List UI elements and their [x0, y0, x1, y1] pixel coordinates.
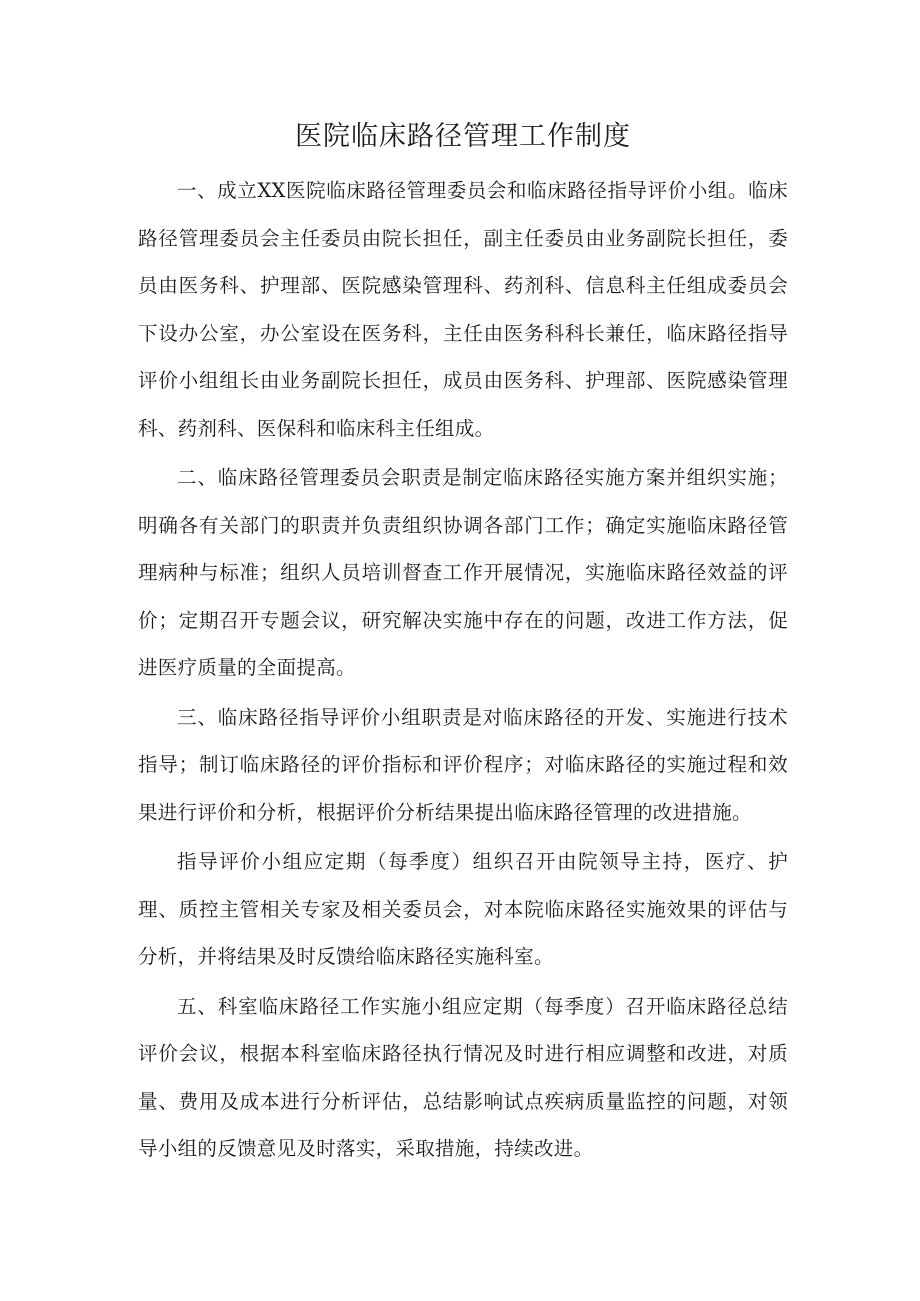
document-title: 医院临床路径管理工作制度	[295, 121, 631, 152]
paragraph-2: 二、临床路径管理委员会职责是制定临床路径实施方案并组织实施；明确各有关部门的职责并负责组织协调各部门工作；确定实施临床路径管理病种与标准；组织人员培训督查工作开展情况，实施临床路径效益的评价；定期召开专题会议，研究解决实施中存在的问题，改进工作方法，促进医疗质量的全面提高。	[138, 466, 788, 679]
document-page	[138, 112, 788, 1175]
paragraph-5: 五、科室临床路径工作实施小组应定期（每季度）召开临床路径总结评价会议，根据本科室临床路径执行情况及时进行相应调整和改进，对质量、费用及成本进行分析评估，总结影响试点疾病质量监控的问题，对领导小组的反馈意见及时落实，采取措施，持续改进。	[138, 994, 788, 1160]
paragraph-1: 一、成立XX医院临床路径管理委员会和临床路径指导评价小组。临床路径管理委员会主任委员由院长担任，副主任委员由业务副院长担任，委员由医务科、护理部、医院感染管理科、药剂科、信息科主任组成委员会下设办公室，办公室设在医务科，主任由医务科科长兼任，临床路径指导评价小组组长由业务副院长担任，成员由医务科、护理部、医院感染管理科、药剂科、医保科和临床科主任组成。	[138, 179, 788, 440]
paragraph-4: 指导评价小组应定期（每季度）组织召开由院领导主持，医疗、护理、质控主管相关专家及相关委员会，对本院临床路径实施效果的评估与分析，并将结果及时反馈给临床路径实施科室。	[138, 850, 788, 968]
paragraph-3: 三、临床路径指导评价小组职责是对临床路径的开发、实施进行技术指导；制订临床路径的评价指标和评价程序；对临床路径的实施过程和效果进行评价和分析，根据评价分析结果提出临床路径管理的改进措施。	[138, 705, 788, 824]
